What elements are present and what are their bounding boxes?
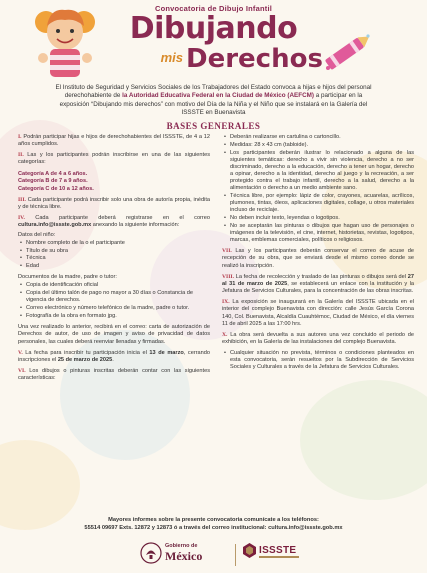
base-numeral: X.	[222, 331, 228, 338]
base-text: Cada participante podrá inscribir solo una obra de autoría propia, inédita y de técnica libre.	[18, 196, 210, 211]
list-item: • Los participantes deberán ilustrar lo relacionado a alguna de las siguientes temáticas: derecho a vivir sin violencia, derecho a no ser discriminado, derecho a la educación, derecho a tener un hogar, derecho a opinar, derecho a la identidad, derecho al juego y la recreación, a ser protegido contra el trabajo infantil, derecho a la salud, derecho a la alimentación o derecho a un medio ambiente sano.	[222, 150, 414, 193]
closing-list	[222, 350, 414, 371]
list-item: • Cualquier situación no prevista, términos o condiciones planteados en esta convocatoria, serán resueltos por la Subdirección de Servicios Sociales y Culturales a través de la Jefatura de Servicios Culturales.	[222, 350, 414, 371]
participant-data-heading: Datos del niño:	[18, 231, 56, 238]
list-item: • No deben incluir texto, leyendas o logotipos.	[222, 215, 414, 222]
base-text: Podrán participar hijas e hijos de derechohabientes del ISSSTE, de 4 a 12 años cumplidos.	[18, 134, 211, 148]
base-numeral: IV.	[18, 215, 25, 222]
gob-big-text: México	[165, 549, 203, 563]
base-9	[222, 299, 414, 327]
list-item: • Título de su obra	[18, 248, 210, 255]
decorative-handprint	[300, 380, 427, 500]
base-text: La obra será devuelta a sus autores una vez concluido el periodo de exhibición, en la Galería de las instalaciones del complejo Buenavista.	[222, 331, 414, 345]
base-text: Las y los participantes podrán inscribirse en una de las siguientes categorías:	[18, 152, 210, 166]
parent-docs-list	[18, 282, 210, 320]
issste-logo	[243, 540, 303, 570]
email-link[interactable]: cultura.info@issste.gob.mx	[18, 222, 92, 229]
issste-text: ISSSTE	[259, 545, 297, 556]
list-item: • Fotografía de la obra en formato jpg.	[18, 313, 210, 320]
date-highlight: 13 de marzo	[149, 349, 184, 356]
base-4	[18, 215, 210, 229]
gob-small-text: Gobierno de	[165, 543, 198, 549]
base-numeral: III.	[18, 196, 26, 203]
features-list	[222, 134, 414, 244]
participant-data-list	[18, 240, 210, 271]
crayon-icon	[318, 28, 376, 76]
list-item: • Copia de identificación oficial	[18, 282, 210, 289]
parent-docs-heading: Documentos de la madre, padre o tutor:	[18, 274, 117, 281]
base-numeral: I.	[18, 134, 22, 140]
base-text: .	[112, 356, 114, 363]
base-text: Los dibujos o pinturas inscritas deberán contar con las siguientes características:	[18, 368, 210, 382]
base-text: La fecha para inscribir tu participación inicia el	[25, 349, 147, 356]
list-item: • No se aceptarán las pinturas o dibujos que hagan uso de personajes o imágenes de la televisión, el cine, internet, historietas, revistas, logotipos, marcas, emblemas comerciales, políticos o religiosos.	[222, 223, 414, 244]
base-text: La fecha de recolección y traslado de las pinturas o dibujos será del	[235, 273, 407, 280]
title-derechos: Derechos	[186, 44, 323, 74]
base-numeral: VII.	[222, 248, 232, 255]
after-docs-text: Una vez realizado lo anterior, recibirá en el correo: carta de autorización de Derechos de autor, de uso de imagen y aviso de privacidad de datos personales, las cuales deberá reenviar llenadas y firmadas.	[18, 324, 210, 345]
base-numeral: V.	[18, 349, 23, 356]
left-column	[18, 134, 210, 387]
base-numeral: IX.	[222, 299, 230, 306]
category-item: Categoría A de 4 a 6 años.	[18, 170, 88, 177]
intro-text-2: a participar en la exposición “Dibujando mis derechos” con motivo del Día de la Niña y el Niño que se instalará en la Galería del ISSSTE en Buenavista	[59, 92, 368, 117]
eagle-seal-icon	[140, 542, 162, 564]
header	[0, 0, 427, 82]
base-text: La exposición se inaugurará en la Galería del ISSSTE ubicada en el interior del complejo Buenavista con dirección: calle Jesús García Corona 140, Col. Buenavista, Alcaldía Cuauhtémoc, Ciudad de México, el día viernes 11 de abril 2025 a las 17:00 hrs.	[222, 299, 414, 327]
intro-text-1: El Instituto de Seguridad y Servicios Sociales de los Trabajadores del Estado convoca a hijas e hijos del personal derechohabiente de	[55, 84, 372, 100]
category-list	[18, 171, 210, 193]
kicker: Convocatoria de Dibujo Infantil	[154, 4, 273, 13]
contact-line: Mayores informes sobre la presente convocatoria comunícate a los teléfonos:	[108, 517, 319, 523]
list-item: • Edad	[18, 263, 210, 270]
base-text: , se establecerá un enlace con la institución y la Jefatura de Servicios Culturales, para la concentración de las obras inscritas.	[222, 280, 414, 295]
intro-highlight: la Autoridad Educativa Federal en la Ciudad de México (AEFCM)	[122, 92, 314, 100]
base-text: , cerrando inscripciones el	[18, 349, 210, 363]
contact-line: 55514 09697 Exts. 12872 y 12873 ó a través del correo institucional: cultura.info@issste.gob.mx	[84, 524, 343, 531]
contact-info	[0, 517, 427, 532]
base-2	[18, 152, 210, 166]
list-item: • Nombre completo de la o el participante	[18, 240, 210, 247]
list-item: • Medidas: 28 x 43 cm (tabloide).	[222, 142, 414, 149]
date-highlight: 27 al 31 de marzo de 2025	[222, 273, 414, 287]
right-column	[222, 134, 414, 376]
category-item: Categoría B de 7 a 9 años.	[18, 178, 88, 185]
gobierno-mexico-logo	[140, 540, 230, 570]
base-5	[18, 350, 210, 364]
section-title: BASES GENERALES	[166, 121, 261, 131]
base-numeral: II.	[18, 152, 24, 159]
base-text: Las y los participantes deberán conservar el correo de acuse de recepción de su obra, que se enviará desde el mismo correo donde se realizó la inscripción.	[222, 248, 414, 269]
category-item: Categoría C de 10 a 12 años.	[18, 185, 94, 192]
base-7	[222, 248, 414, 269]
list-item: • Deberán realizarse en cartulina o cartoncillo.	[222, 134, 414, 141]
base-10	[222, 332, 414, 346]
issste-underline	[259, 556, 299, 558]
base-8	[222, 274, 414, 295]
base-3	[18, 197, 210, 211]
list-item: • Técnica	[18, 255, 210, 262]
issste-emblem-icon	[243, 543, 256, 558]
base-numeral: VI.	[18, 368, 26, 375]
list-item: • Copia del último talón de pago no mayor a 30 días o Constancia de vigencia de derechos.	[18, 290, 210, 304]
base-6	[18, 368, 210, 382]
base-text: Cada participante deberá registrarse en el correo	[35, 215, 211, 222]
date-highlight: 25 de marzo de 2025	[57, 356, 113, 363]
intro-paragraph	[50, 84, 377, 118]
base-numeral: VIII.	[222, 273, 234, 280]
base-text: anexando la siguiente información:	[92, 222, 180, 229]
list-item: • Técnica libre, por ejemplo: lápiz de color, crayones, acuarelas, acrílicos, plumones, tintas, óleos, aplicaciones digitales, collage, u otros materiales incluso de reciclaje.	[222, 193, 414, 214]
logo-divider	[235, 544, 236, 566]
title-dibujando: Dibujando	[129, 11, 298, 46]
logo-bar	[0, 536, 427, 573]
list-item: • Correo electrónico y número telefónico de la madre, padre o tutor.	[18, 305, 210, 312]
title-mis: mis	[160, 50, 183, 65]
base-1	[18, 134, 210, 148]
